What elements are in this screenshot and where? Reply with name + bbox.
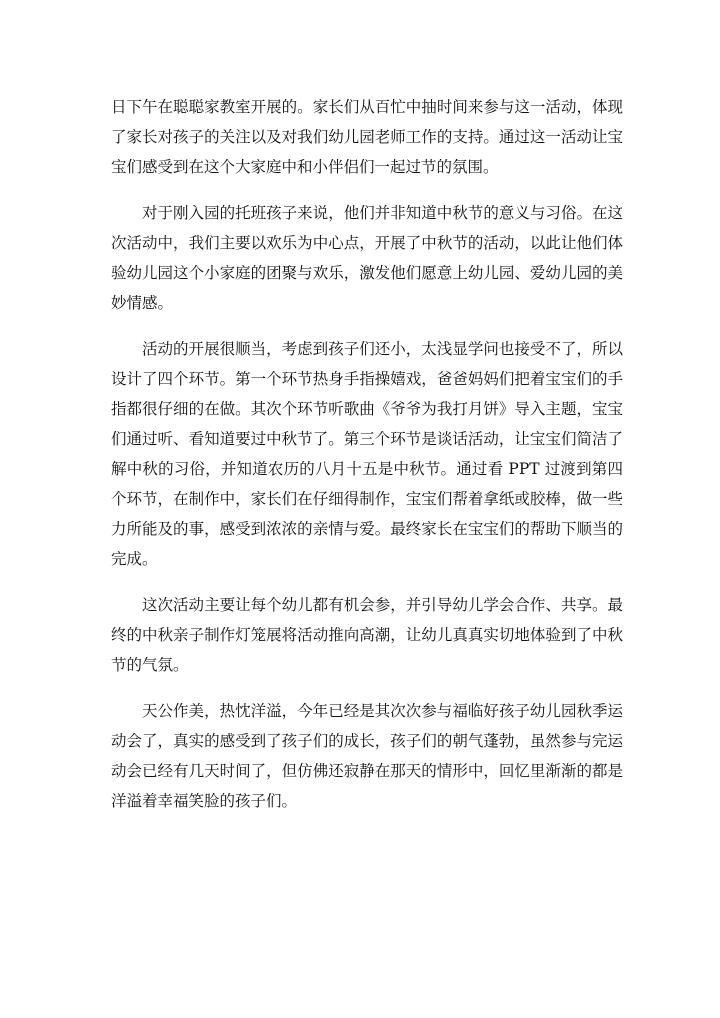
paragraph-4: 这次活动主要让每个幼儿都有机会参，并引导幼儿学会合作、共享。最终的中秋亲子制作灯笼展将活动推向高潮，让幼儿真真实切地体验到了中秋节的气氛。	[111, 596, 623, 674]
paragraph-1: 日下午在聪聪家教室开展的。家长们从百忙中抽时间来参与这一活动，体现了家长对孩子的关注以及对我们幼儿园老师工作的支持。通过这一活动让宝宝们感受到在这个大家庭中和小伴侣们一起过节的氛围。	[111, 98, 623, 176]
paragraph-3: 活动的开展很顺当，考虑到孩子们还小，太浅显学问也接受不了，所以设计了四个环节。第一个环节热身手指操嬉戏，爸爸妈妈们把着宝宝们的手指都很仔细的在做。其次个环节听歌曲《爷爷为我打月饼》导入主题，宝宝们通过听、看知道要过中秋节了。第三个环节是谈话活动，让宝宝们简洁了解中秋的习俗，并知道农历的八月十五是中秋节。通过看 PPT 过渡到第四个环节，在制作中，家长们在仔细得制作，宝宝们帮着拿纸或胶棒，做一些力所能及的事，感受到浓浓的亲情与爱。最终家长在宝宝们的帮助下顺当的完成。	[111, 340, 623, 568]
paragraph-5: 天公作美，热忱洋溢，今年已经是其次次参与福临好孩子幼儿园秋季运动会了，真实的感受到了孩子们的成长，孩子们的朝气蓬勃，虽然参与完运动会已经有几天时间了，但仿佛还寂静在那天的情形中，回忆里渐渐的都是洋溢着幸福笑脸的孩子们。	[111, 702, 623, 810]
paragraph-2: 对于刚入园的托班孩子来说，他们并非知道中秋节的意义与习俗。在这次活动中，我们主要以欢乐为中心点，开展了中秋节的活动，以此让他们体验幼儿园这个小家庭的团聚与欢乐，激发他们愿意上幼儿园、爱幼儿园的美妙情感。	[111, 204, 623, 312]
document-body	[111, 92, 623, 816]
